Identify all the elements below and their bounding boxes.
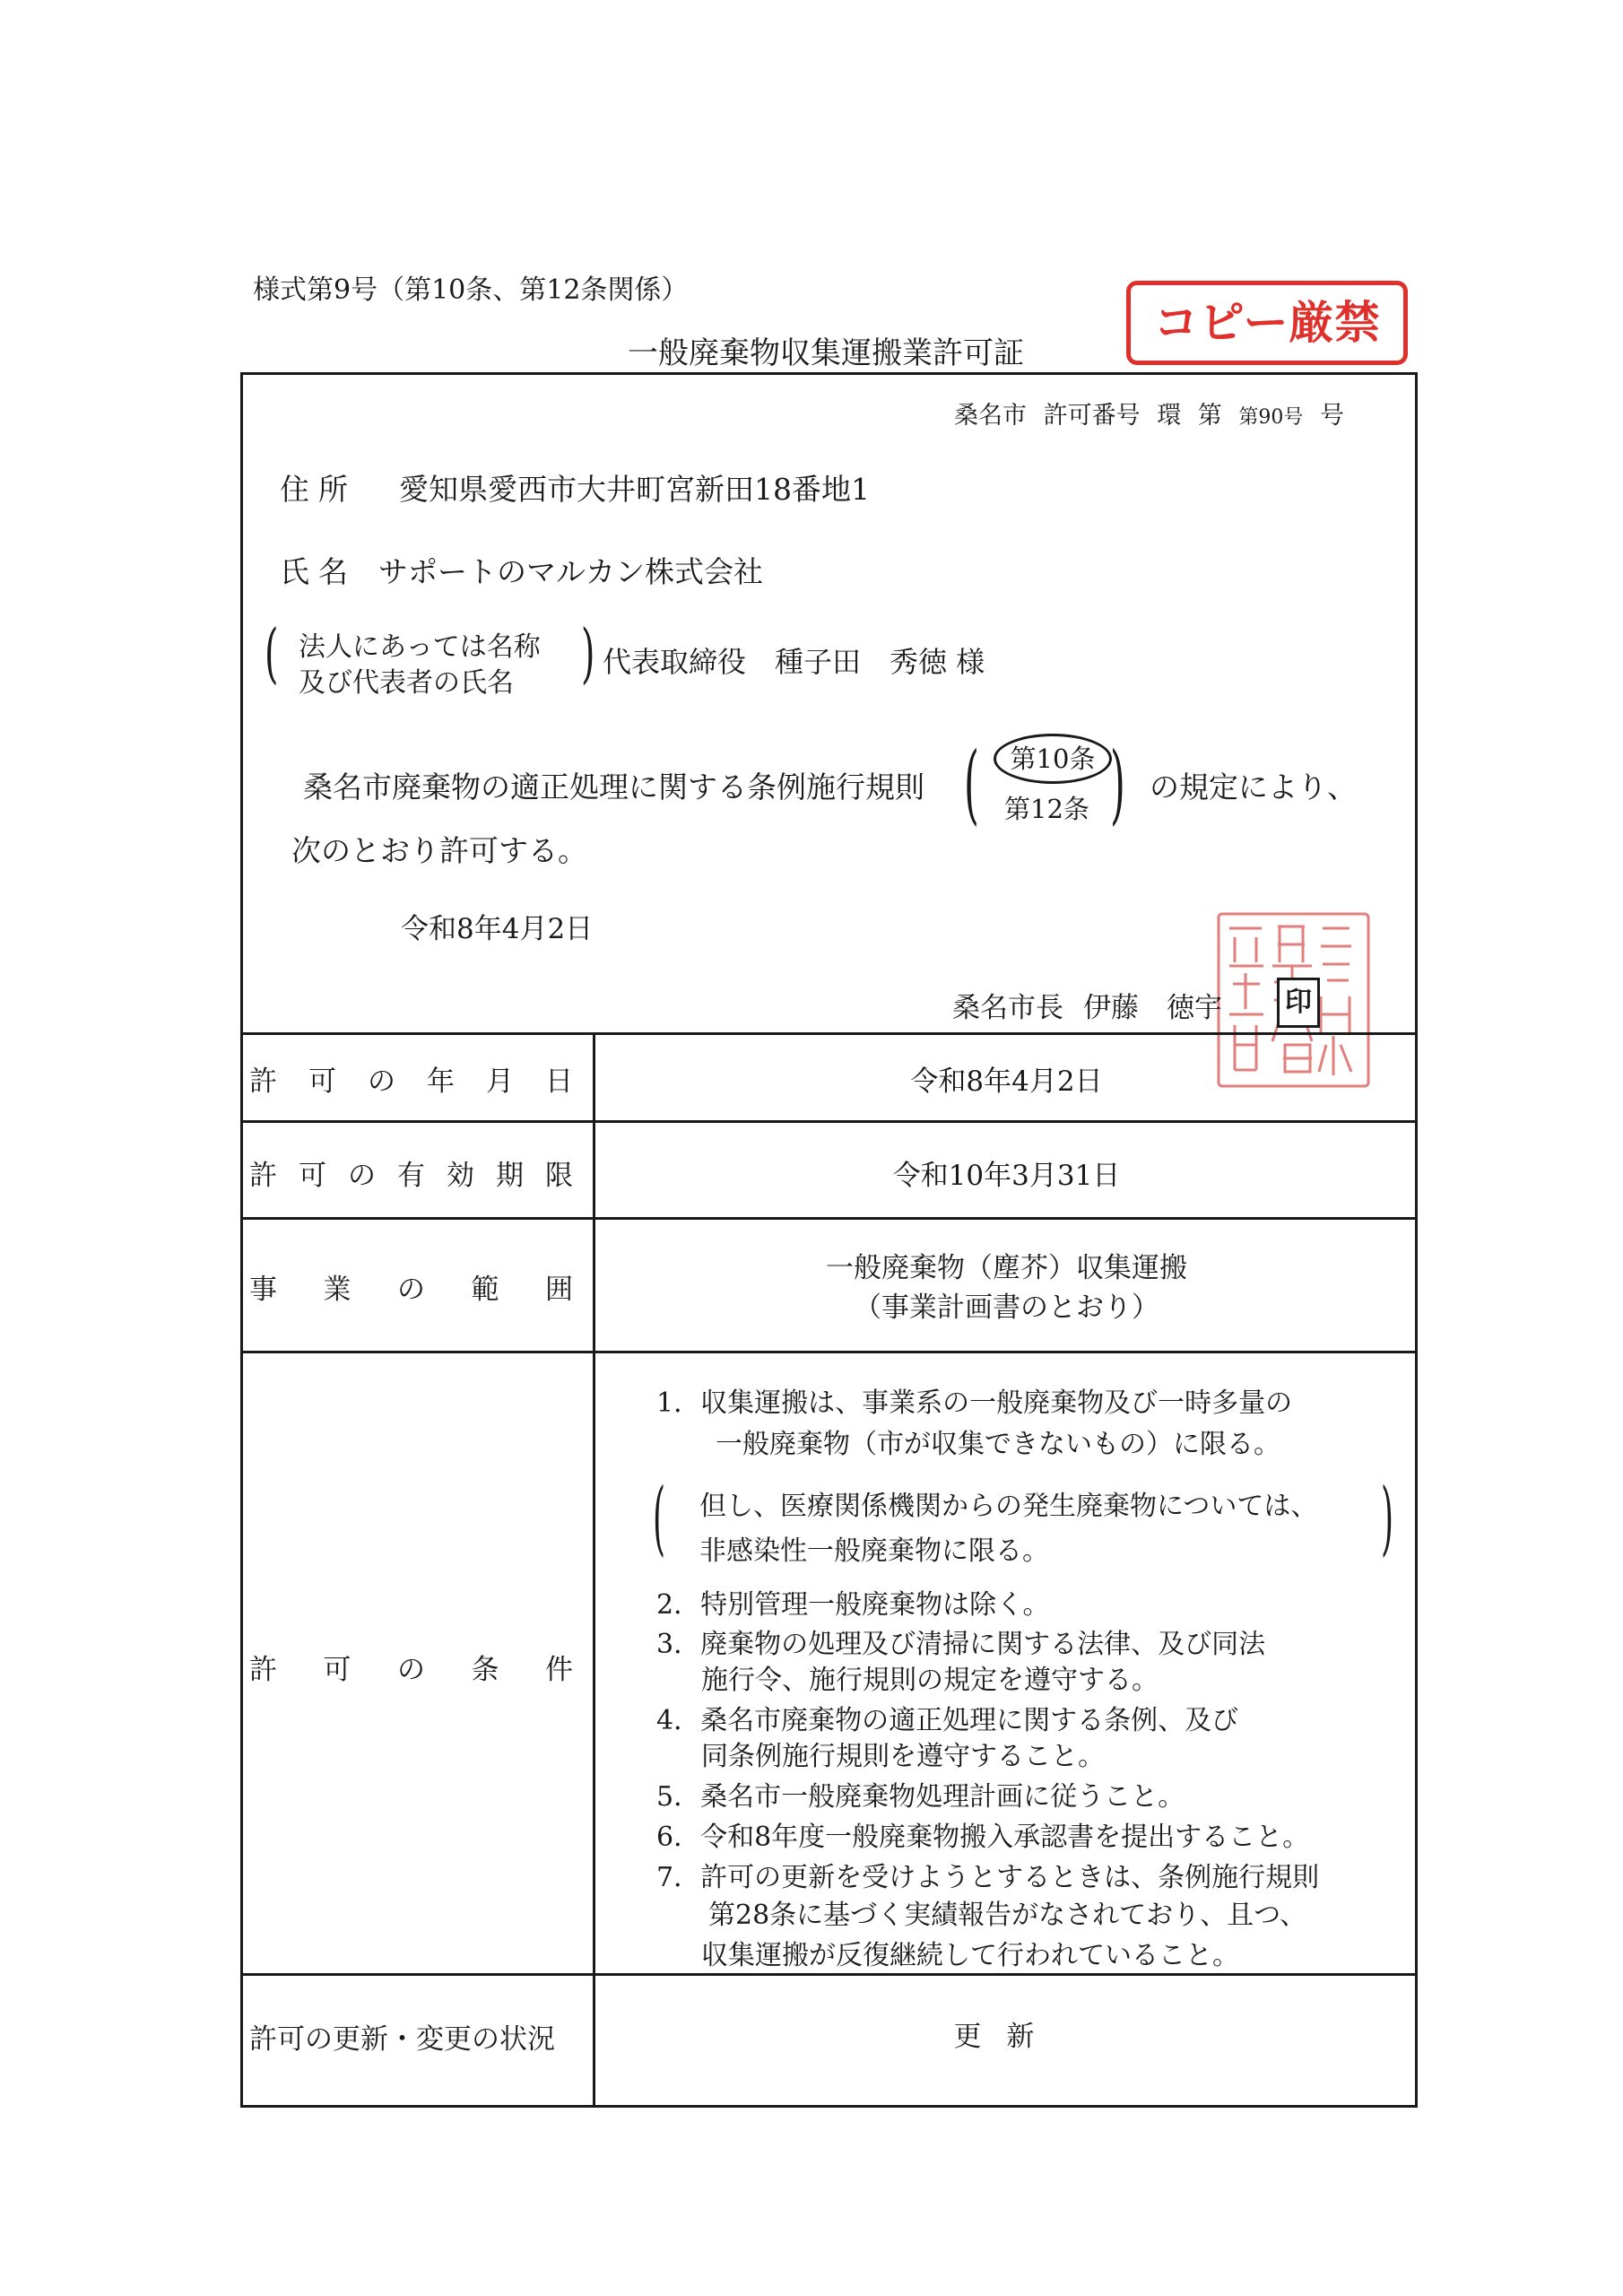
corporate-note-line2: 及び代表者の氏名 xyxy=(299,667,514,699)
permit-number-label: 許可番号 xyxy=(1043,402,1141,430)
corporate-note-line1: 法人にあっては名称 xyxy=(299,631,541,663)
article-12: 第12条 xyxy=(1004,794,1089,824)
permit-date-value: 令和8年4月2日 xyxy=(910,1065,1103,1098)
seal-mark: 印 xyxy=(1277,978,1320,1028)
regulation-text: 桑名市廃棄物の適正処理に関する条例施行規則 xyxy=(303,770,924,804)
regulation-suffix: の規定により、 xyxy=(1150,770,1357,804)
permit-code: 環 xyxy=(1157,402,1182,430)
condition-7-continued-1: 第28条に基づく実績報告がなされており、且つ、 xyxy=(708,1900,1306,1931)
condition-7: 7．許可の更新を受けようとするときは、条例施行規則 xyxy=(656,1862,1320,1893)
validity-label xyxy=(240,1152,593,1193)
validity-value: 令和10年3月31日 xyxy=(892,1160,1121,1192)
condition-3-continued: 施行令、施行規則の規定を遵守する。 xyxy=(701,1665,1159,1696)
scope-label xyxy=(240,1266,593,1307)
validity-label-chars: 許 可 の 有 効 期 限 xyxy=(249,1160,573,1192)
address-value: 愛知県愛西市大井町宮新田18番地1 xyxy=(399,472,870,507)
medical-note-line2: 非感染性一般廃棄物に限る。 xyxy=(699,1535,1049,1567)
permission-statement: 次のとおり許可する。 xyxy=(291,833,587,868)
article-open-paren: ( xyxy=(964,734,979,834)
condition-6: 6．令和8年度一般廃棄物搬入承認書を提出すること。 xyxy=(656,1822,1310,1853)
condition-4: 4．桑名市廃棄物の適正処理に関する条例、及び xyxy=(656,1705,1239,1736)
document-title: 一般廃棄物収集運搬業許可証 xyxy=(628,335,1024,371)
table-top-border xyxy=(240,1032,1418,1035)
company-name: サポートのマルカン株式会社 xyxy=(378,554,763,589)
permit-suffix: 号 xyxy=(1319,402,1344,430)
scope-value-line2: （事業計画書のとおり） xyxy=(854,1292,1159,1324)
table-column-divider xyxy=(593,1034,595,2108)
row-divider xyxy=(240,1973,1418,1976)
name-label: 氏名 xyxy=(280,554,357,589)
condition-7-continued-2: 収集運搬が反復継続して行われていること。 xyxy=(701,1940,1239,1971)
mayor-name: 伊藤 徳宇 xyxy=(1083,992,1222,1024)
medical-note-line1: 但し、医療関係機関からの発生廃棄物については、 xyxy=(699,1491,1318,1522)
scope-label-chars: 事 業 の 範 囲 xyxy=(249,1274,573,1306)
conditions-label xyxy=(240,1647,593,1687)
corporate-note-close-paren: ) xyxy=(581,615,595,691)
permit-dai: 第 xyxy=(1197,402,1222,430)
permit-city: 桑名市 xyxy=(954,402,1027,430)
permit-date-label xyxy=(240,1058,593,1099)
permit-number-value: 第90号 xyxy=(1238,406,1304,429)
row-divider xyxy=(240,1120,1418,1123)
condition-1-continued: 一般廃棄物（市が収集できないもの）に限る。 xyxy=(716,1429,1280,1460)
corporate-note-open-paren: ( xyxy=(265,615,279,691)
scope-value-line1: 一般廃棄物（塵芥）収集運搬 xyxy=(826,1252,1187,1284)
representative-name: 代表取締役 種子田 秀徳 様 xyxy=(603,645,985,679)
medical-note-close-bracket: ) xyxy=(1381,1471,1394,1565)
condition-1: 1．収集運搬は、事業系の一般廃棄物及び一時多量の xyxy=(656,1387,1293,1419)
condition-2: 2．特別管理一般廃棄物は除く。 xyxy=(656,1589,1050,1621)
address-label: 住所 xyxy=(280,472,357,507)
condition-3: 3．廃棄物の処理及び清掃に関する法律、及び同法 xyxy=(656,1629,1266,1660)
issue-date: 令和8年4月2日 xyxy=(401,913,594,945)
renewal-value: 更新 xyxy=(953,2021,1060,2053)
permit-date-label-chars: 許 可 の 年 月 日 xyxy=(249,1065,573,1098)
condition-5: 5．桑名市一般廃棄物処理計画に従うこと。 xyxy=(656,1781,1185,1813)
permit-number xyxy=(954,396,1353,430)
row-divider xyxy=(240,1351,1418,1353)
medical-note-open-bracket: ( xyxy=(653,1471,666,1565)
copy-prohibited-stamp: コピー厳禁 xyxy=(1126,281,1408,365)
condition-4-continued: 同条例施行規則を遵守すること。 xyxy=(701,1741,1105,1772)
article-10-circled: 第10条 xyxy=(994,734,1112,784)
conditions-label-chars: 許 可 の 条 件 xyxy=(249,1654,573,1686)
row-divider xyxy=(240,1217,1418,1220)
mayor-title: 桑名市長 xyxy=(952,992,1063,1024)
renewal-label: 許可の更新・変更の状況 xyxy=(249,2023,555,2056)
form-label: 様式第9号（第10条、第12条関係） xyxy=(253,274,689,306)
article-close-paren: ) xyxy=(1110,734,1125,834)
